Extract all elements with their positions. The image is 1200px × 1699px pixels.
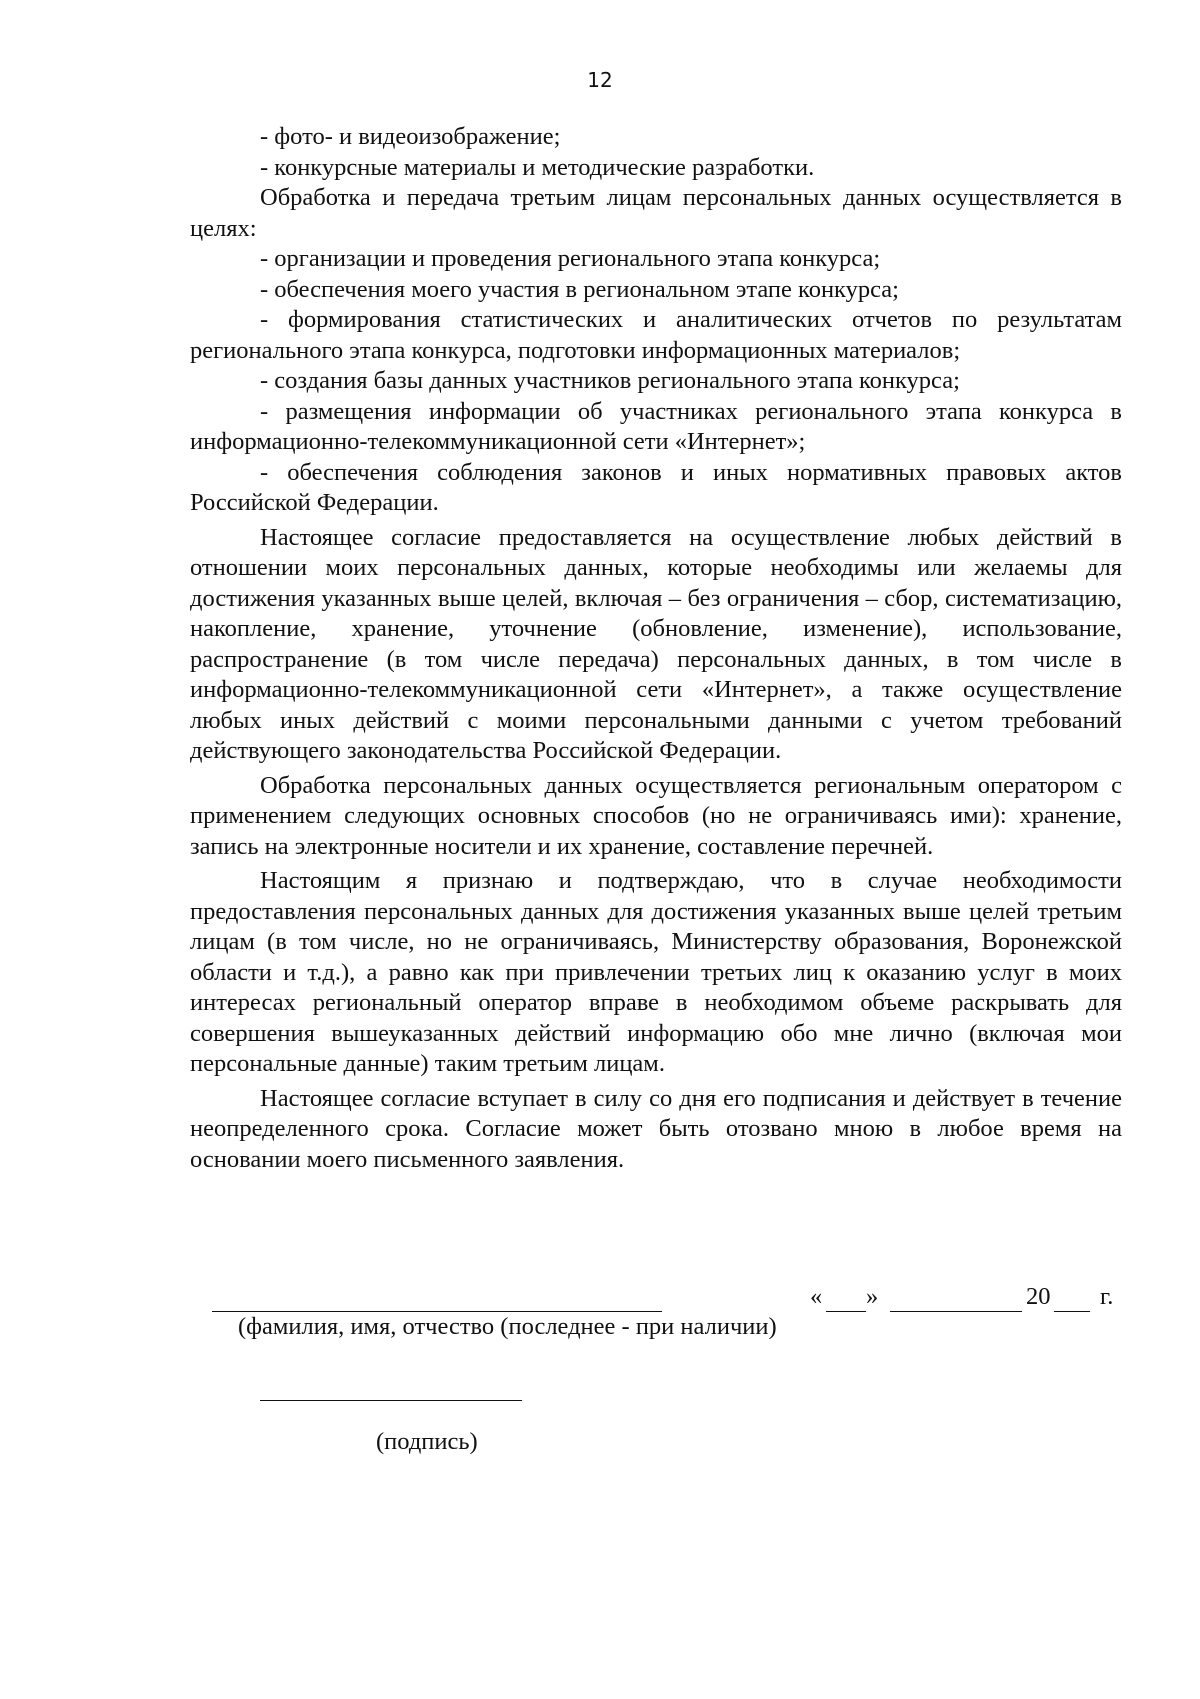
list-item-reports: - формирования статистических и аналитических отчетов по результатам регионального этапа конкурса, подготовки информационных материалов;	[190, 306, 1122, 364]
year-suffix: г.	[1100, 1283, 1114, 1310]
date-close-quote: »	[866, 1283, 879, 1310]
list-item-database: - создания базы данных участников регионального этапа конкурса;	[260, 367, 960, 394]
signature-caption: (подпись)	[376, 1428, 478, 1455]
paragraph-processing-methods: Обработка персональных данных осуществляется региональным оператором с применением следующих основных способов (но не ограничиваясь ими): хранение, запись на электронные носители и их хранение, составление перечней.	[190, 771, 1122, 860]
year-prefix: 20	[1026, 1283, 1051, 1310]
paragraph-third-parties: Настоящим я признаю и подтверждаю, что в случае необходимости предоставления персональных данных для достижения указанных выше целей третьим лицам (в том числе, но не ограничиваясь, Министерству образования, Воронежской области и т.д.), а равно как при привлечении третьих лиц к оказанию услуг в моих интересах региональный оператор вправе в необходимом объеме раскрывать для совершения вышеуказанных действий информацию обо мне лично (включая мои персональные данные) таким третьим лицам.	[190, 867, 1122, 1077]
paragraph-validity: Настоящее согласие вступает в силу со дня его подписания и действует в течение неопределенного срока. Согласие может быть отозвано мною в любое время на основании моего письменного заявления.	[190, 1084, 1122, 1173]
signature-line[interactable]	[260, 1400, 522, 1401]
page-number: 12	[587, 68, 613, 92]
list-item-law-compliance: - обеспечения соблюдения законов и иных нормативных правовых актов Российской Федерации.	[190, 458, 1122, 516]
list-item-photo-video: - фото- и видеоизображение;	[260, 123, 561, 150]
list-item-internet-publication: - размещения информации об участниках регионального этапа конкурса в информационно-телекоммуникационной сети «Интернет»;	[190, 397, 1122, 455]
list-item-participation: - обеспечения моего участия в региональном этапе конкурса;	[260, 275, 899, 303]
month-line[interactable]	[890, 1311, 1022, 1312]
year-line[interactable]	[1054, 1311, 1090, 1312]
paragraph-processing-purposes: Обработка и передача третьим лицам персональных данных осуществляется в целях:	[190, 184, 1122, 242]
name-line[interactable]	[212, 1311, 662, 1312]
list-item-contest-materials: - конкурсные материалы и методические разработки.	[260, 153, 815, 181]
list-item-organization: - организации и проведения регионального этапа конкурса;	[260, 245, 881, 272]
paragraph-consent-scope: Настоящее согласие предоставляется на осуществление любых действий в отношении моих персональных данных, которые необходимы или желаемы для достижения указанных выше целей, включая – без ограничения – сбор, систематизацию, накопление, хранение, уточнение (обновление, изменение), использование, распространение (в том числе передача) персональных данных, в том числе в информационно-телекоммуникационной сети «Интернет», а также осуществление любых иных действий с моими персональными данными с учетом требований действующего законодательства Российской Федерации.	[190, 523, 1122, 764]
name-caption: (фамилия, имя, отчество (последнее - при наличии)	[238, 1313, 777, 1340]
day-line[interactable]	[826, 1311, 866, 1312]
date-open-quote: «	[810, 1283, 823, 1310]
